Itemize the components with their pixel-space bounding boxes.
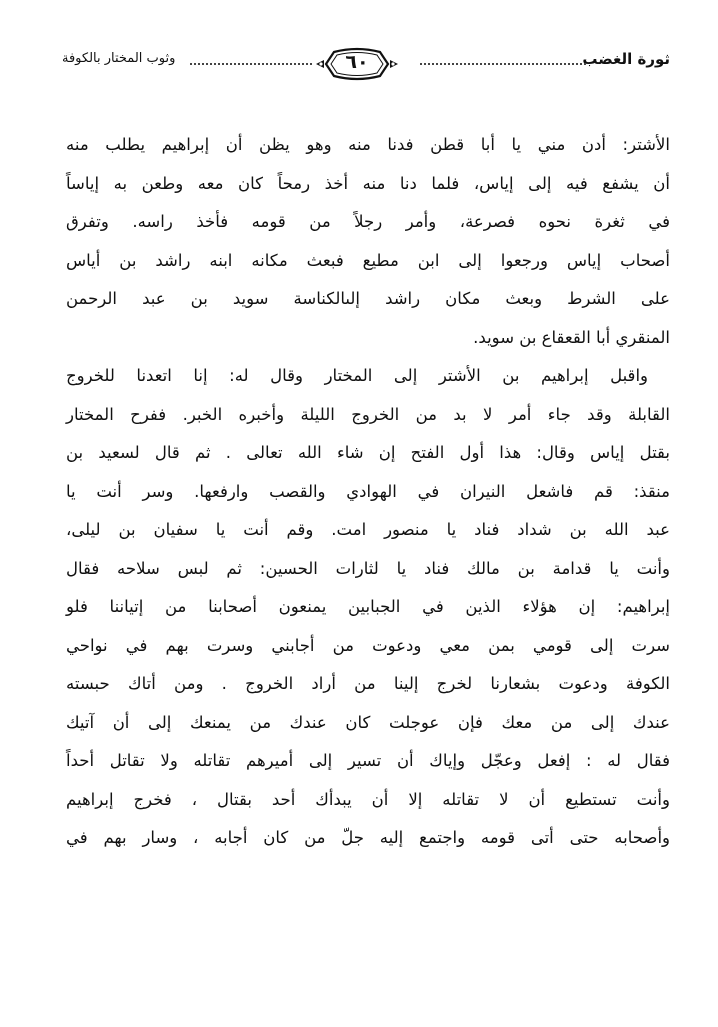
text-line: وأصحابه حتى أتى قومه واجتمع إليه جلّ من كان أجابه ، وسار بهم في: [66, 828, 670, 847]
text-line: واقبل إبراهيم بن الأشتر إلى المختار وقال له: إنا اتعدنا للخروج: [66, 366, 648, 385]
text-line: سرت إلى قومي بمن معي ودعوت من أجابني وسرت بهم في نواحي: [66, 635, 670, 655]
text-line: عندك إلى من معك فإن عوجلت كان عندك من يمنعك إلى أن آتيك: [66, 712, 670, 732]
text-line: في ثغرة نحوه فصرعة، وأمر رجلاً من قومه فأخذ راسه. وتفرق: [66, 212, 670, 231]
text-line: فقال له : إفعل وعجّل وإياك أن تسير إلى أميرهم تقاتله ولا تقاتل أحداً: [66, 751, 670, 770]
page-number: ٦٠: [345, 51, 369, 73]
header-dotted-rule-right: [420, 63, 586, 65]
book-title: ثورة الغضب: [579, 50, 670, 68]
text-line: الكوفة ودعوت بشعارنا لخرج إلينا من أراد الخروج . ومن أتاك حبسته: [66, 674, 670, 693]
page-body: [66, 126, 670, 858]
text-line: أصحاب إياس ورجعوا إلى ابن مطيع فبعث مكانه ابنه راشد بن أياس: [66, 250, 670, 270]
text-line: إبراهيم: إن هؤلاء الذين في الجبابين يمنعون أصحابنا من إتياننا فلو: [66, 597, 670, 616]
page-number-badge: [312, 44, 402, 84]
header-dotted-rule-left: [190, 63, 312, 65]
text-line: منقذ: قم فاشعل النيران في الهوادي والقصب وارفعها. وسر أنت يا: [66, 481, 670, 501]
text-line: عبد الله بن شداد فناد يا منصور امت. وقم أنت يا سفيان بن ليلى،: [66, 520, 670, 539]
running-header: [62, 44, 670, 84]
paragraph: [66, 126, 670, 357]
paragraph: [66, 357, 670, 858]
text-line: الأشتر: أدن مني يا أبا قطن فدنا منه وهو يظن أن إبراهيم يطلب منه: [66, 135, 670, 154]
text-line: المنقري أبا القعقاع بن سويد.: [473, 327, 670, 347]
section-title: وثوب المختار بالكوفة: [62, 51, 178, 66]
text-line: أن يشفع فيه إلى إياس، فلما دنا منه أخذ رمحاً كان معه وطعن به إياساً: [66, 173, 670, 193]
text-line: على الشرط وبعث مكان راشد إلىالكناسة سويد بن عبد الرحمن: [66, 289, 670, 308]
text-line: وأنت تستطيع أن لا تقاتله إلا أن يبدأك أحد بقتال ، فخرج إبراهيم: [66, 789, 670, 809]
text-line: وأنت يا قدامة بن مالك فناد يا لثارات الحسين: ثم لبس سلاحه فقال: [66, 558, 670, 578]
text-line: بقتل إياس وقال: هذا أول الفتح إن شاء الله تعالى . ثم قال لسعيد بن: [66, 443, 670, 462]
text-line: القابلة وقد جاء أمر لا بد من الخروج الليلة وأخبره الخبر. ففرح المختار: [66, 404, 670, 424]
